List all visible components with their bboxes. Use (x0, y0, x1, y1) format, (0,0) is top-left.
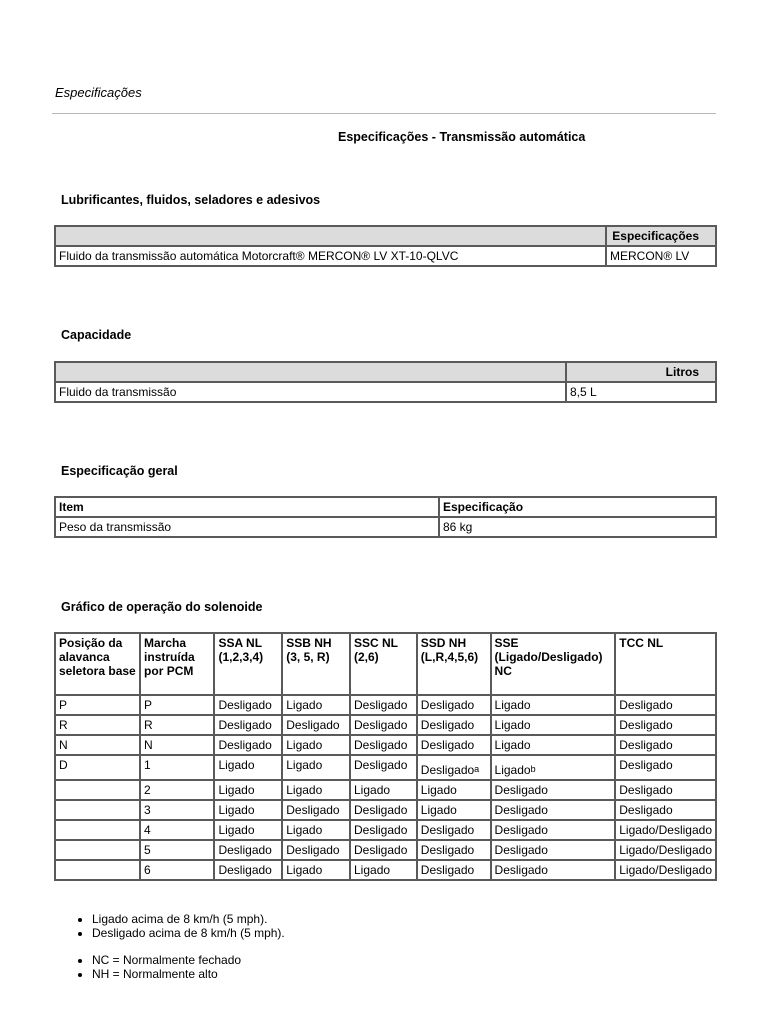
solenoid-cell-gear: 4 (140, 820, 214, 840)
solenoid-cell-gear: 3 (140, 800, 214, 820)
solenoid-cell-ssd: Desligado (417, 840, 491, 860)
solenoid-cell-ssa: Ligado (214, 820, 282, 840)
solenoid-cell-gear: N (140, 735, 214, 755)
solenoid-cell-ssa: Desligado (214, 860, 282, 880)
lubricants-header-blank (55, 226, 606, 246)
solenoid-cell-ssd: Desligado (417, 860, 491, 880)
table-row (55, 800, 716, 820)
solenoid-cell-ssc: Desligado (350, 735, 417, 755)
legend-item: • NC = Normalmente fechado (92, 953, 241, 967)
solenoid-cell-ssc: Desligado (350, 800, 417, 820)
solenoid-cell-tcc: Ligado/Desligado (615, 840, 716, 860)
solenoid-cell-tcc: Desligado (615, 780, 716, 800)
solenoid-header: SSB NH (3, 5, R) (282, 633, 350, 695)
lubricants-table (54, 225, 717, 267)
legend-list (74, 953, 241, 981)
solenoid-cell-ssd: Ligado (417, 780, 491, 800)
solenoid-cell-ssd: Desligado (417, 735, 491, 755)
solenoid-cell-tcc: Desligado (615, 755, 716, 780)
table-row (55, 735, 716, 755)
solenoid-cell-ssd: Desligado$^a$ (417, 755, 491, 780)
solenoid-cell-ssb: Ligado (282, 695, 350, 715)
solenoid-cell-sse: Ligado$^b$ (491, 755, 616, 780)
legend-item: • NH = Normalmente alto (92, 967, 241, 981)
general-heading: Especificação geral (61, 464, 178, 478)
solenoid-cell-tcc: Desligado (615, 735, 716, 755)
solenoid-table (54, 632, 717, 881)
solenoid-header: SSC NL (2,6) (350, 633, 417, 695)
solenoid-cell-sse: Ligado (491, 715, 616, 735)
solenoid-cell-tcc: Ligado/Desligado (615, 860, 716, 880)
solenoid-cell-sse: Ligado (491, 695, 616, 715)
solenoid-cell-pos: R (55, 715, 140, 735)
solenoid-cell-ssc: Desligado (350, 755, 417, 780)
capacity-item: Fluido da transmissão (55, 382, 566, 402)
solenoid-cell-tcc: Desligado (615, 715, 716, 735)
solenoid-cell-ssc: Desligado (350, 715, 417, 735)
solenoid-cell-ssc: Ligado (350, 780, 417, 800)
lubricants-spec: MERCON® LV (606, 246, 716, 266)
solenoid-cell-ssa: Desligado (214, 715, 282, 735)
solenoid-heading: Gráfico de operação do solenoide (61, 600, 263, 614)
solenoid-cell-ssa: Desligado (214, 695, 282, 715)
solenoid-cell-tcc: Desligado (615, 695, 716, 715)
solenoid-cell-gear: 6 (140, 860, 214, 880)
solenoid-cell-sse: Desligado (491, 860, 616, 880)
solenoid-cell-ssb: Desligado (282, 800, 350, 820)
solenoid-header: Posição da alavanca seletora base (55, 633, 140, 695)
solenoid-cell-pos: N (55, 735, 140, 755)
solenoid-cell-ssa: Ligado (214, 780, 282, 800)
solenoid-header: Marcha instruída por PCM (140, 633, 214, 695)
solenoid-cell-ssc: Ligado (350, 860, 417, 880)
table-row (55, 780, 716, 800)
solenoid-cell-ssb: Ligado (282, 780, 350, 800)
solenoid-cell-sse: Desligado (491, 800, 616, 820)
lubricants-item: Fluido da transmissão automática Motorcraft® MERCON® LV XT-10-QLVC (55, 246, 606, 266)
solenoid-cell-ssd: Ligado (417, 800, 491, 820)
solenoid-cell-ssd: Desligado (417, 695, 491, 715)
solenoid-cell-pos: P (55, 695, 140, 715)
divider (52, 113, 716, 114)
solenoid-header: SSE (Ligado/Desligado) NC (491, 633, 616, 695)
solenoid-cell-gear: 5 (140, 840, 214, 860)
solenoid-cell-sse: Desligado (491, 780, 616, 800)
solenoid-cell-pos: D (55, 755, 140, 780)
solenoid-cell-pos (55, 780, 140, 800)
page-title: Especificações - Transmissão automática (338, 130, 586, 144)
solenoid-cell-ssa: Desligado (214, 840, 282, 860)
capacity-heading: Capacidade (61, 328, 132, 342)
solenoid-header: SSD NH (L,R,4,5,6) (417, 633, 491, 695)
solenoid-cell-pos (55, 800, 140, 820)
solenoid-cell-sse: Desligado (491, 820, 616, 840)
solenoid-cell-pos (55, 820, 140, 840)
solenoid-cell-ssb: Desligado (282, 715, 350, 735)
lubricants-heading: Lubrificantes, fluidos, seladores e adesivos (61, 193, 321, 207)
solenoid-cell-ssb: Ligado (282, 820, 350, 840)
solenoid-cell-ssd: Desligado (417, 820, 491, 840)
footnotes-list (74, 912, 285, 940)
table-row (55, 695, 716, 715)
solenoid-cell-gear: P (140, 695, 214, 715)
solenoid-cell-ssb: Ligado (282, 755, 350, 780)
capacity-header-liters: Litros (566, 362, 716, 382)
solenoid-cell-ssb: Desligado (282, 840, 350, 860)
table-row (55, 820, 716, 840)
breadcrumb: Especificações (55, 85, 142, 100)
table-row (55, 860, 716, 880)
solenoid-cell-tcc: Desligado (615, 800, 716, 820)
table-row (55, 715, 716, 735)
capacity-value: 8,5 L (566, 382, 716, 402)
capacity-header-blank (55, 362, 566, 382)
general-value: 86 kg (439, 517, 716, 537)
general-header-item: Item (55, 497, 439, 517)
footnote-marker: a (474, 764, 480, 774)
footnote-item: • Desligado acima de 8 km/h (5 mph). (92, 926, 285, 940)
solenoid-cell-ssa: Ligado (214, 755, 282, 780)
solenoid-header: TCC NL (615, 633, 716, 695)
table-row (55, 840, 716, 860)
solenoid-cell-ssa: Ligado (214, 800, 282, 820)
solenoid-cell-ssc: Desligado (350, 840, 417, 860)
general-table (54, 496, 717, 538)
footnote-item: • Ligado acima de 8 km/h (5 mph). (92, 912, 285, 926)
solenoid-cell-ssb: Ligado (282, 735, 350, 755)
solenoid-cell-sse: Ligado (491, 735, 616, 755)
solenoid-cell-pos (55, 860, 140, 880)
solenoid-cell-gear: 1 (140, 755, 214, 780)
capacity-table (54, 361, 717, 403)
general-item: Peso da transmissão (55, 517, 439, 537)
solenoid-cell-tcc: Ligado/Desligado (615, 820, 716, 840)
solenoid-cell-ssb: Ligado (282, 860, 350, 880)
solenoid-cell-ssd: Desligado (417, 715, 491, 735)
solenoid-cell-ssa: Desligado (214, 735, 282, 755)
solenoid-cell-ssc: Desligado (350, 820, 417, 840)
solenoid-cell-sse: Desligado (491, 840, 616, 860)
lubricants-header-spec: Especificações (606, 226, 716, 246)
table-row (55, 755, 716, 780)
solenoid-header: SSA NL (1,2,3,4) (214, 633, 282, 695)
solenoid-cell-gear: R (140, 715, 214, 735)
general-header-spec: Especificação (439, 497, 716, 517)
footnote-marker: b (530, 764, 536, 774)
solenoid-cell-pos (55, 840, 140, 860)
solenoid-cell-gear: 2 (140, 780, 214, 800)
solenoid-cell-ssc: Desligado (350, 695, 417, 715)
